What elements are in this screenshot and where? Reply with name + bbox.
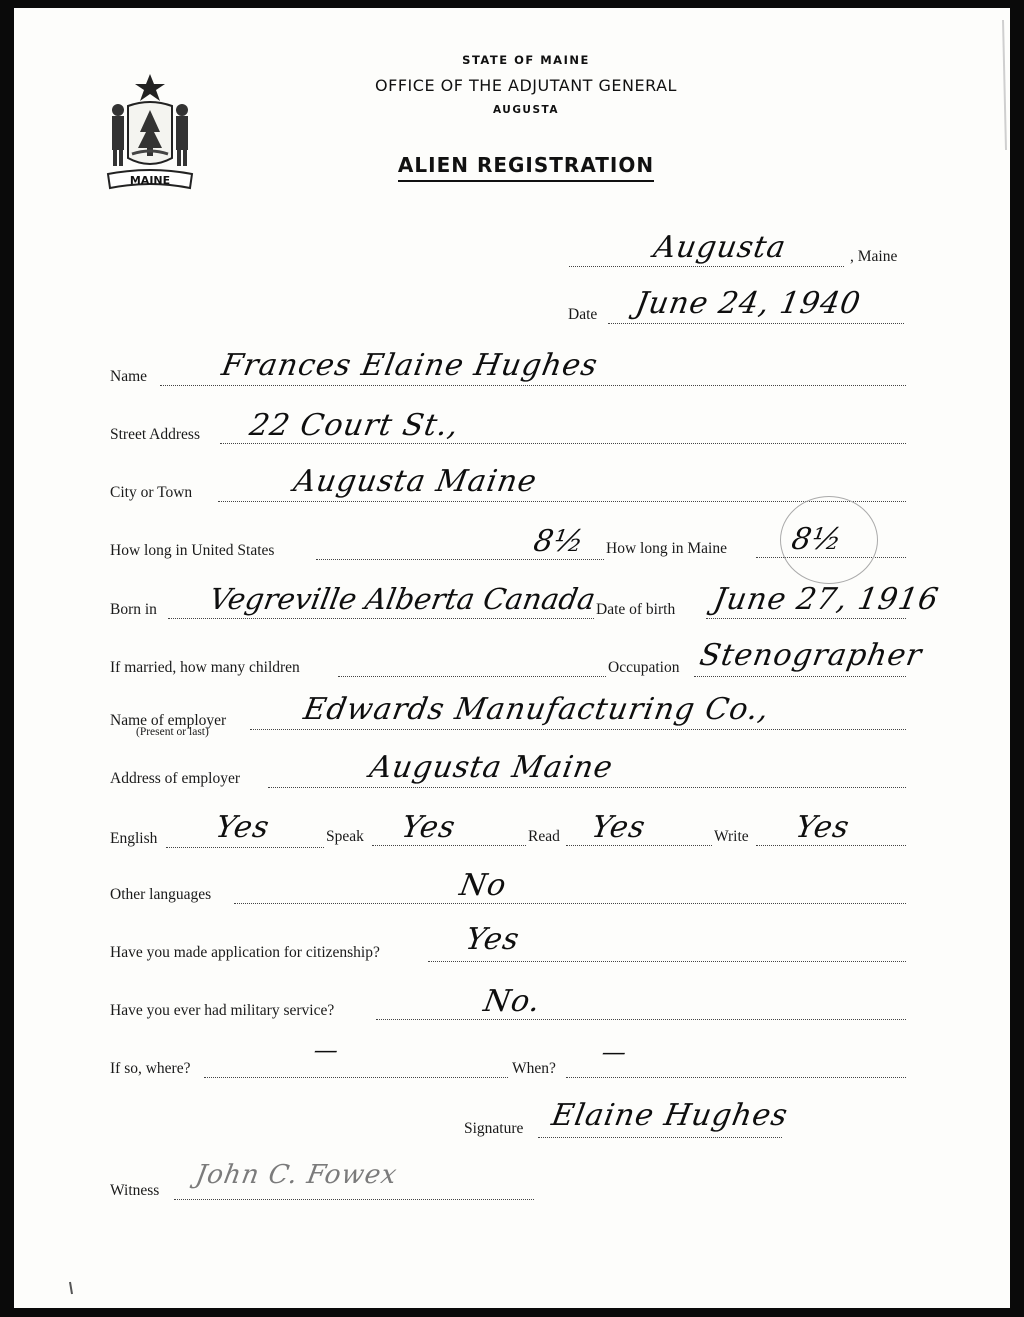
occupation-value[interactable]: Stenographer — [696, 638, 925, 673]
years-maine-value[interactable]: 8½ — [788, 522, 846, 557]
form-title-text: ALIEN REGISTRATION — [398, 153, 654, 182]
born-line — [168, 618, 594, 619]
employer-line — [250, 729, 906, 730]
citizenship-value[interactable]: Yes — [462, 922, 523, 957]
signature-value[interactable]: Elaine Hughes — [548, 1098, 791, 1133]
employer-address-label: Address of employer — [110, 770, 240, 787]
witness-line — [174, 1199, 534, 1200]
years-us-label: How long in United States — [110, 542, 275, 559]
dob-line — [706, 618, 906, 619]
write-value[interactable]: Yes — [792, 810, 853, 845]
military-label: Have you ever had military service? — [110, 1002, 335, 1019]
occupation-line — [694, 676, 906, 677]
city-heading: AUGUSTA — [492, 104, 559, 116]
place-suffix: , Maine — [850, 248, 898, 265]
other-languages-label: Other languages — [110, 886, 212, 903]
where-value[interactable]: — — [311, 1036, 342, 1064]
name-label: Name — [110, 368, 148, 385]
form-title — [14, 153, 1010, 177]
city-label: City or Town — [110, 484, 193, 501]
years-maine-label: How long in Maine — [606, 540, 727, 557]
employer-address-line — [268, 787, 906, 788]
dob-value[interactable]: June 27, 1916 — [710, 582, 942, 617]
when-value[interactable]: — — [599, 1038, 630, 1066]
employer-address-value[interactable]: Augusta Maine — [366, 750, 616, 785]
office-heading: OFFICE OF THE ADJUTANT GENERAL — [375, 76, 677, 95]
employer-sublabel: (Present or last) — [136, 726, 209, 738]
other-languages-value[interactable]: No — [456, 868, 510, 903]
city-value[interactable]: Augusta Maine — [290, 464, 540, 499]
signature-label: Signature — [464, 1120, 524, 1137]
read-line — [566, 845, 712, 846]
street-label: Street Address — [110, 426, 200, 443]
employer-label: Name of employer — [110, 712, 227, 729]
date-value[interactable]: June 24, 1940 — [632, 286, 864, 321]
citizenship-line — [428, 961, 906, 962]
dob-label: Date of birth — [596, 601, 676, 618]
date-label: Date — [568, 306, 598, 323]
english-label: English — [110, 830, 158, 847]
speak-label: Speak — [326, 828, 364, 845]
place-line — [569, 266, 844, 267]
english-value[interactable]: Yes — [212, 810, 273, 845]
write-label: Write — [714, 828, 749, 845]
street-value[interactable]: 22 Court St., — [246, 408, 462, 443]
children-label: If married, how many children — [110, 659, 300, 676]
witness-label: Witness — [110, 1182, 160, 1199]
when-line — [566, 1077, 906, 1078]
years-us-value[interactable]: 8½ — [530, 524, 588, 559]
years-us-line — [316, 559, 604, 560]
state-heading: STATE OF MAINE — [462, 53, 590, 67]
street-line — [220, 443, 906, 444]
occupation-label: Occupation — [608, 659, 680, 676]
name-value[interactable]: Frances Elaine Hughes — [218, 348, 601, 383]
military-line — [376, 1019, 906, 1020]
read-label: Read — [528, 828, 560, 845]
children-line — [338, 676, 606, 677]
speak-value[interactable]: Yes — [398, 810, 459, 845]
date-line — [608, 323, 904, 324]
read-value[interactable]: Yes — [588, 810, 649, 845]
born-value[interactable]: Vegreville Alberta Canada — [207, 582, 598, 616]
seal-lettering: MAINE — [129, 174, 171, 187]
name-line — [160, 385, 906, 386]
signature-line — [538, 1137, 782, 1138]
when-label: When? — [512, 1060, 556, 1077]
other-languages-line — [234, 903, 906, 904]
where-line — [204, 1077, 508, 1078]
english-line — [166, 847, 324, 848]
citizenship-label: Have you made application for citizenship? — [110, 944, 380, 961]
speak-line — [372, 845, 526, 846]
born-label: Born in — [110, 601, 157, 618]
employer-value[interactable]: Edwards Manufacturing Co., — [300, 692, 773, 727]
witness-value[interactable]: John C. Fowex — [193, 1160, 400, 1190]
military-value[interactable]: No. — [480, 984, 544, 1019]
write-line — [756, 845, 906, 846]
registration-form — [14, 8, 1010, 1308]
place-value[interactable]: Augusta — [650, 230, 789, 265]
where-label: If so, where? — [110, 1060, 191, 1077]
